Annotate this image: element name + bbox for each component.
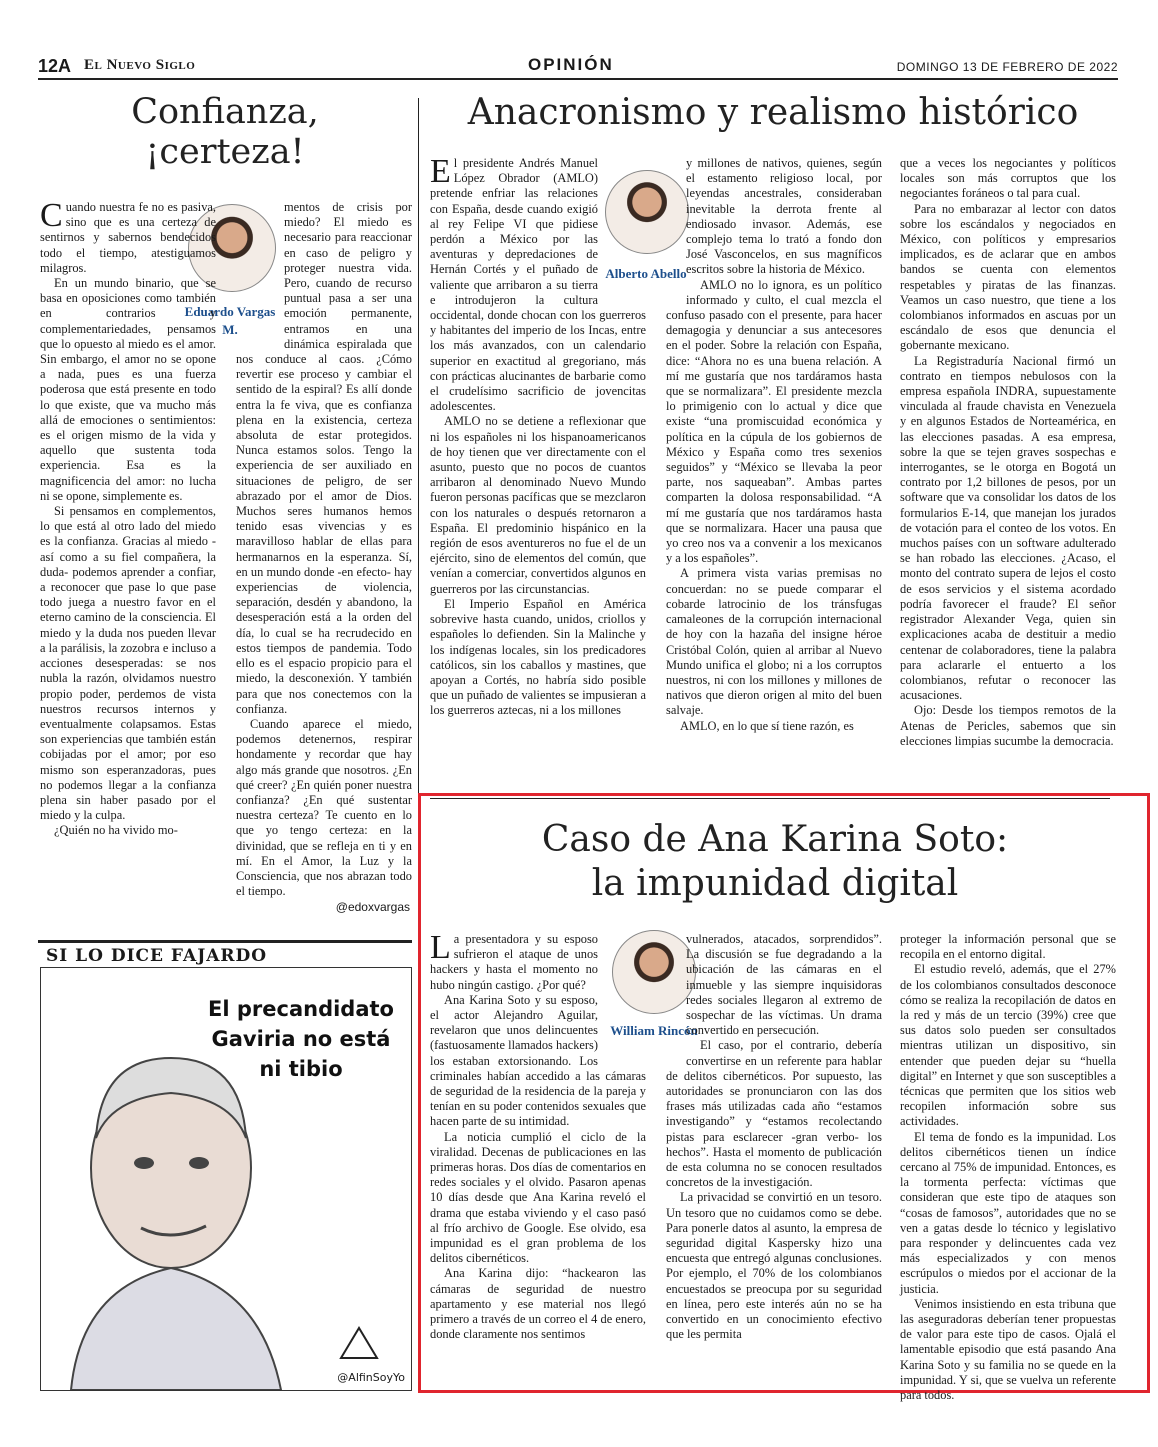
paragraph: Ojo: Desde los tiempos remotos de la Atenas de Pericles, sabemos que sin elecciones limpias sucumbe la democracia. [900, 703, 1116, 748]
drop-cap: C [40, 197, 63, 234]
article3-title-line2: la impunidad digital [591, 863, 959, 904]
paragraph: Venimos insistiendo en esta tribuna que las aseguradoras deberían tener propuestas de valor para este tipo de casos. Ojalá el lamentable episodio que está pasando Ana Karina Soto y su familia no se quede en la impunidad. Y si, que se vuelva un referente para todos. [900, 1296, 1116, 1403]
article1-title-line1: Confianza, [131, 92, 319, 132]
paragraph: Ana Karina Soto y su esposo, el actor Alejandro Aguilar, revelaron que unos delincuentes (fastuosamente llamados hackers) los estaban extorsionando. Los criminales habían accedido a las cámaras de seguridad de la residencia de la pareja y tenían en su poder contenidos sexuales que hacen parte de su intimidad. [430, 992, 646, 1129]
cartoon-heading [38, 940, 412, 969]
author-handle: @edoxvargas [335, 900, 410, 914]
cartoon-caption-line: El precandidato [208, 997, 394, 1021]
paragraph-text: uando nuestra fe no es pasiva, sino que es una certeza de sentirnos y sabernos bendecidos todo el tiempo, atestiguamos milagros. [40, 200, 216, 275]
article1-title-line2: ¡certeza! [145, 132, 305, 173]
paragraph: A primera vista varias premisas no concuerdan: no se puede comparar el cobarde latrocinio de los tránsfugas camaleones de la corrupción internacional de hoy con la hazaña del insigne héroe Cristóbal Colón, quien al arribar al Nuevo Mundo unifica el globo; ni a los corruptos nuestros, ni con los millones y millones de nativos que dieron origen al mito del buen salvaje. [666, 566, 882, 718]
section-title: OPINIÓN [528, 55, 614, 74]
photo-spacer [236, 200, 284, 350]
drop-cap: E [430, 153, 451, 190]
paragraph: En un mundo binario, que se basa en oposiciones como también en contrarios y complementariedades, pensamos que lo opuesto al miedo es el amor. Sin embargo, el amor no se opone a nada, pues es una fuerza poderosa que está presente en todo lo que existe, que va mucho más allá de emociones o sentimientos: es el origen mismo de la vida y aquello que sustenta toda experiencia. Esa es la magnificencia del amor: no lucha ni se opone, simplemente es. [40, 276, 216, 503]
paragraph: La privacidad se convirtió en un tesoro. Un tesoro que no cuidamos como se debe. Para ponerle datos al asunto, la empresa de seguridad digital Kaspersky hizo una encuesta que entregó algunas conclusiones. Por ejemplo, el 70% de los colombianos encuestados se preocupa por su seguridad en línea, pero este interés aún no se ha convertido en un conocimiento efectivo que les permita [666, 1190, 882, 1342]
author-name: William Rincón [610, 1023, 698, 1038]
paragraph: El caso, por el contrario, debería convertirse en un referente para hablar de delitos cibernéticos. Por supuesto, las autoridades se pronunciaron con las dos frases más utilizadas cada año “estamos investigando” y “estamos recolectando pistas para esclarecer -gran verbo- los hechos”. Hasta el momento de publicación de esta columna no se conocen resultados concretos de la investigación. [666, 1038, 882, 1190]
issue-date: DOMINGO 13 DE FEBRERO DE 2022 [896, 60, 1118, 74]
article3-column-3 [900, 932, 1116, 1403]
newspaper-name: El Nuevo Siglo [84, 57, 196, 73]
paragraph: Para no embarazar al lector con datos sobre los escándalos y negociados en México, con políticos y empresarios implicados, es de aclarar que en ambos bandos se cuenta con elementos respetables y piratas de las finanzas. Veamos un caso nuestro, que tiene a los colombianos informados en ascuas por un escándalo de esos que denuncia el gobernante mexicano. [900, 201, 1116, 353]
photo-spacer [666, 156, 686, 304]
photo-spacer [598, 932, 646, 1068]
cartoon-caption-line: ni tibio [259, 1057, 343, 1081]
paragraph: Cuando aparece el miedo, podemos detenernos, respirar hondamente y recordar que hay algo más grande que nosotros. ¿En qué creer? ¿En quién poner nuestra confianza? ¿En qué sustentar nuestra certeza? Te cuento en lo que yo tengo certeza: en la divinidad, que se refleja en ti y en mí. En el Amor, la Luz y la Consciencia, que nos abrazan todo el tiempo. [236, 716, 412, 899]
article3-title [430, 818, 1120, 906]
paragraph: que a veces los negociantes y políticos locales son más corruptos que los negociantes foráneos o tal para cual. [900, 156, 1116, 201]
paragraph: La noticia cumplió el ciclo de la viralidad. Decenas de publicaciones en las primeras horas. Dos días de comentarios en redes sociales y el olvido. Pasaron apenas 10 días desde que Ana Karina reveló el drama que estaba viviendo y el caso pasó al frío archivo de Google. Ese olvido, esa impunidad es el gran problema de los delitos cibernéticos. [430, 1129, 646, 1266]
article3-column-1 [430, 929, 646, 1342]
photo-spacer [598, 156, 646, 304]
paragraph: proteger la información personal que se recopila en el entorno digital. [900, 932, 1116, 962]
paragraph-text: l presidente Andrés Manuel López Obrador (AMLO) pretende enfriar las relaciones con España, desde cuando exigió al rey Felipe VI que pidiese perdón a México por las aventuras y depredaciones de Hernán Cortés y el puñado de valiente que arribaron a su tierra e introdujeron la cultura occidental, donde chocan con los guerreros y habitantes del imperio de los Incas, entre los más avanzados, con un calendario superior en exactitud al gregoriano, más con prácticas alucinantes de barbarie como el crudelísimo sacrificio de jovencitas adolescentes. [430, 156, 646, 414]
page-number: 12A [38, 56, 72, 76]
paragraph [40, 197, 216, 276]
paragraph-text: a presentadora y su esposo sufrieron el ataque de unos hackers y hasta el momento no hubo ningún castigo. ¿Por qué? [430, 932, 598, 992]
paragraph: AMLO no lo ignora, es un político informado y culto, el cual mezcla el confuso pasado con el presente, para hacer demagogia y denunciar a sus antecesores en el poder. Sobre la relación con España, dice: “Ahora no es una buena relación. A mí me gustaría que nos tardáramos hasta que se normalizara”. El presidente mezcla lo primigenio con lo actual y dice que existe “una promiscuidad económica y política en la cúpula de los gobiernos de México y España como tres sexenios seguidos” y “México se llevaba la peor parte, nos saqueaban”. Ambas partes comparten la dolosa responsabilidad. “A mí me gustaría que nos tardáramos hasta que se normalizara. Hacer una pausa que yo creo nos va a convenir a los mexicanos y a los españoles”. [666, 277, 882, 566]
article2-column-2 [666, 156, 882, 734]
paragraph: AMLO no se detiene a reflexionar que ni los españoles ni los hispanoamericanos de hoy tienen que ver directamente con el asunto, puesto que no pocos de cuantos arribaron al denominado Nuevo Mundo fueron personas pacíficas que se mezclaron con los naturales o después retornaron a España. El predominio hispánico en la región de esos aventureros no fue el de un ejército, sino de elementos del común, que venían a comerciar, convertidos algunos en guerreros por las circunstancias. [430, 414, 646, 596]
paragraph: y millones de nativos, quienes, según el estamento religioso local, por leyendas ancestrales, consideraban inevitable la derrota frente al endiosado invasor. Además, ese complejo tema lo trató a fondo don José Vasconcelos, en sus magníficos escritos sobre la historia de México. [686, 156, 882, 277]
drop-cap: L [430, 929, 451, 966]
cartoon-caption-line: Gaviria no está [211, 1027, 391, 1051]
article2-column-1 [430, 153, 646, 719]
article2-title: Anacronismo y realismo histórico [467, 92, 1079, 133]
paragraph: ¿Quién no ha vivido mo- [54, 823, 178, 838]
article3-column-2 [666, 932, 882, 1342]
column-divider [418, 98, 419, 898]
photo-spacer [666, 932, 686, 1068]
paragraph: Si pensamos en complementos, lo que está al otro lado del miedo es la confianza. Gracias al miedo -así como a su fiel compañera, la duda- podemos aprender a confiar, a reconocer que pase lo que pase todo juega a nuestro favor en el eterno camino de la consciencia. El miedo y la duda nos pueden llevar a la parálisis, la zozobra e incluso a acciones desesperadas: se nos nubla la razón, olvidamos nuestro propio poder, perdemos de vista nuestros recursos internos y eventualmente colapsamos. Estas son experiencias que también están cobijadas por el amor; por eso mismo son esperanzadoras, pues no podemos llegar a la confianza plena sin haber pasado por el miedo y la culpa. [40, 504, 216, 823]
political-cartoon [40, 967, 412, 1391]
article3-title-line1: Caso de Ana Karina Soto: [541, 819, 1009, 860]
paragraph: Ana Karina dijo: “hackearon las cámaras de seguridad de nuestro apartamento y ese material nos llegó primero a través de un correo el 4 de enero, donde claramente nos sentimos [430, 1266, 646, 1342]
article1-column-2 [236, 200, 412, 899]
article1-column-1 [40, 197, 216, 839]
author-name: Eduardo Vargas M. [184, 304, 276, 337]
paragraph: El Imperio Español en América sobrevive hasta cuando, unidos, criollos y españoles lo defienden. Sin la Malinche y los indígenas locales, sin los predicadores católicos, sin los caballos y mastines, que apoyan a Cortés, no habría sido posible que un puñado de valientes se impusieran a los guerreros aztecas, ni a los millones [430, 596, 646, 718]
paragraph: El estudio reveló, además, que el 27% de los colombianos consultados desconoce cómo se realiza la recopilación de datos en la red y más de un tercio (39%) cree que sus datos solo pueden ser consultados mientras utilizan un dispositivo, sin entender que pueden dejar su “huella digital” en Internet y que son susceptibles a técnicas que permiten que los sitios web recopilen información sobre sus actividades. [900, 962, 1116, 1129]
paragraph: vulnerados, atacados, sorprendidos”. La discusión se fue degradando a la ubicación de las cámaras en el inmueble y las siempre inquisidoras redes sociales llegaron al extremo de sospechar de las víctimas. Un drama convertido en persecución. [686, 932, 882, 1038]
page-header [38, 52, 1118, 80]
article2-column-3 [900, 156, 1116, 749]
paragraph: La Registraduría Nacional firmó un contrato en tiempos nebulosos con la empresa española INDRA, supuestamente vinculada al fraude chavista en Venezuela y en algunos Estados de Norteamérica, en las elecciones pasadas. A esa empresa, sobre la que se tejen graves sospechas e interrogantes, se le otorga en Bogotá un contrato por 1,2 billones de pesos, por un software que va consolidar los datos de los formularios E-14, que manejan los jurados de votación para el conteo de los votos. En muchos países con un software adulterado se han robado las elecciones. ¿Acaso, el monto del contrato supera de lejos el costo de esos servicios y el sistema acordado podría favorecer el fraude? El señor registrador Alexander Vega, quien sin explicaciones acaba de destituir a medio centenar de colaboradores, tiene la palabra para aclararle el entuerto a los colombianos, refutar o reconocer las acusaciones. [900, 353, 1116, 703]
cartoon-illustration [41, 968, 411, 1390]
paragraph: AMLO, en lo que sí tiene razón, es [680, 718, 854, 733]
author-name: Alberto Abello [605, 266, 687, 281]
paragraph: El tema de fondo es la impunidad. Los delitos cibernéticos tienen un índice cercano al 75% de impunidad. Entonces, es la tormenta perfecta: víctimas que consideran que este tipo de ataques son “cosas de famosos”, autoridades que no se ven a gatas desde lo técnico y legislativo para responder y delincuentes cada vez más especializados y con menos escrúpulos o miedos por el accionar de la justicia. [900, 1129, 1116, 1296]
article1-title [40, 92, 410, 173]
section-rule [430, 798, 1110, 799]
cartoon-signature: @AlfinSoyYo [337, 1371, 405, 1384]
paragraph: mentos de crisis por miedo? El miedo es necesario para reaccionar en caso de peligro y proteger nuestra vida. Pero, cuando de recurso puntual pasa a ser una emoción permanente, entramos en una dinámica espiralada que nos conduce al caos. ¿Cómo revertir ese proceso y cambiar el sentido de la espiral? Es allí donde entra la fe viva, que es confianza plena en la existencia, certeza absoluta de estar protegidos. Nunca estamos solos. Tengo la experiencia de ser auxiliado en situaciones de peligro, de ser abrazado por el amor de Dios. Muchos seres humanos hemos tenido esas vivencias y es maravilloso hablar de ellas para hermanarnos en la esperanza. Sí, en un mundo donde -en efecto- hay experiencias de violencia, separación, desdén y abandono, la desesperación está a la orden del día, lo cual se ha recrudecido en estos tiempos de pandemia. Todo ello es el espacio propicio para el miedo, la desconexión. Y también para que nos conectemos con la confianza. [236, 200, 412, 716]
cartoon-heading-text: SI LO DICE FAJARDO [46, 946, 268, 966]
